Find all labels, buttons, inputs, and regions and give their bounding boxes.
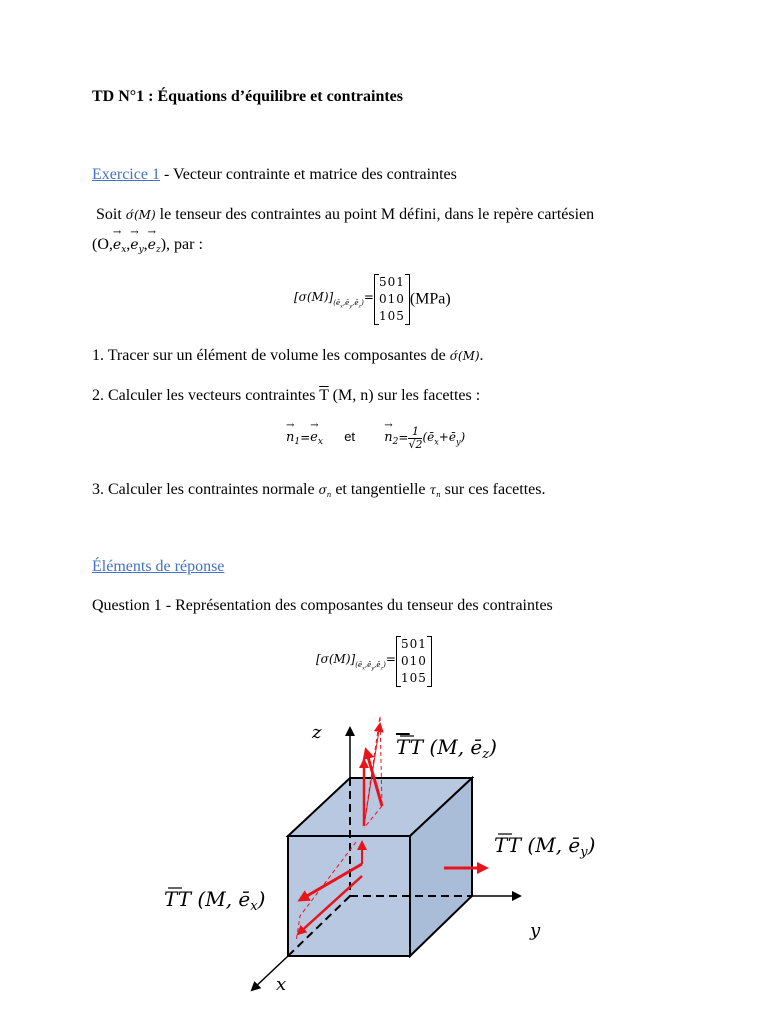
stress-cube-figure (160, 706, 620, 1006)
fraction: $\frac{1}{√2}$ (408, 425, 423, 451)
question-1: 1. Tracer sur un élément de volume les composantes de σ́(M). (92, 347, 484, 364)
question-2: 2. Calculer les vecteurs contraintes $\overline{T}$ (M, n) sur les facettes : (92, 387, 481, 404)
n1-vector: → $n_1$ (286, 430, 300, 447)
matrix2-body: 501 010 105 (396, 636, 432, 687)
intro-rest: le tenseur des contraintes au point M défini, dans le repère cartésien (155, 206, 595, 223)
n1-ex: → $e_x$ (310, 430, 323, 447)
intro-line-2: $(O,\to e_x,\to e_y,\to e_z)$, par : (92, 236, 203, 255)
intro-line-1 (96, 206, 594, 224)
intro-sigma: σ́(M) (125, 208, 156, 222)
exercise-heading (92, 166, 457, 184)
axis-x-label: x (276, 974, 287, 995)
vector-ez: → $e_z$ (148, 237, 161, 255)
n2-vector: → $n_2$ (384, 430, 398, 447)
q1-sigma: σ́(M) (449, 349, 480, 363)
matrix-lhs: $[\sigma(M)]_{(ē_x,ē_y,ē_z)}=$ (294, 289, 374, 310)
stress-matrix-1 (294, 274, 451, 325)
matrix-body: 501 010 105 (374, 274, 410, 325)
intro-soit: Soit (96, 206, 122, 223)
page-title: TD N°1 : Équations d’équilibre et contraintes (92, 88, 404, 105)
n2-rhs: $(ē_x+ē_y)$ (422, 430, 466, 447)
label-T-ez: TT (M, $ē_z$) (396, 735, 497, 762)
matrix-unit: (MPa) (409, 290, 451, 308)
vector-ex: → $e_x$ (113, 237, 126, 255)
normals-formula: → $n_1=\to e_x$ et → $n_2=$ $\frac{1}{√2}$ $(ē_x+ē_y)$ (286, 426, 465, 451)
answer-question-1: Question 1 - Représentation des composantes du tenseur des contraintes (92, 597, 553, 614)
sigma-n: $\sigma_n$ (318, 483, 332, 499)
exercise-link[interactable]: Exercice 1 (92, 166, 160, 183)
answers-heading (92, 558, 224, 576)
label-T-ex: TT (M, $ē_x$) (164, 887, 266, 914)
vector-ey: → $e_y$ (130, 237, 143, 255)
q2-T: $\overline{T}$ (319, 387, 329, 404)
stress-matrix-2 (316, 636, 432, 687)
label-T-ey: TT (M, $ē_y$) (494, 833, 596, 860)
intro-line2-end: ), par : (160, 236, 203, 253)
exercise-heading-text: - Vecteur contrainte et matrice des contraintes (159, 166, 457, 183)
answers-link[interactable]: Éléments de réponse (92, 558, 225, 575)
tau-n: $\tau_n$ (429, 483, 441, 499)
axis-z-label: z (312, 722, 322, 743)
matrix2-lhs: $[\sigma(M)]_{(ē_x,ē_y,ē_z)}=$ (316, 651, 396, 672)
question-3: 3. Calculer les contraintes normale $\sigma_n$ et tangentielle $\tau_n$ sur ces facettes. (92, 481, 546, 499)
q2-args: (M, n) sur les facettes : (328, 387, 481, 404)
and-word: et (344, 429, 356, 445)
intro-line2-start: (O, (92, 236, 113, 253)
axis-y-label: y (530, 920, 541, 941)
